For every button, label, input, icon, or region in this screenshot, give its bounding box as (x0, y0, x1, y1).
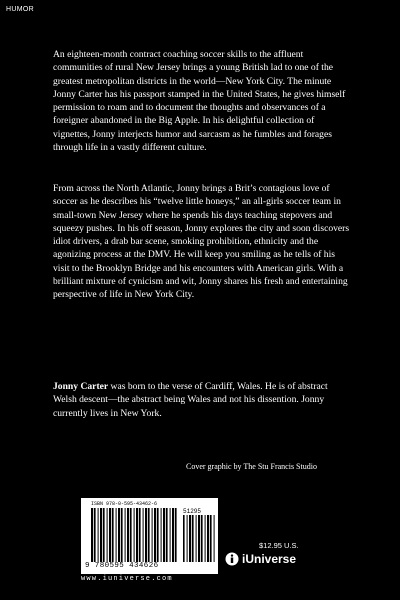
barcode-bar (189, 515, 191, 562)
isbn-label: ISBN 978-0-595-43462-6 (91, 501, 158, 507)
barcode-bar (112, 508, 114, 562)
barcode-bar (118, 508, 120, 562)
barcode-bar (107, 508, 108, 562)
barcode-bar (170, 508, 171, 562)
barcode-bar (98, 508, 99, 562)
barcode-bar (214, 515, 215, 562)
barcode-bar (207, 515, 209, 562)
barcode-bar (148, 508, 150, 562)
barcode-bar (205, 515, 206, 562)
barcode-bar (103, 508, 105, 562)
barcode-bar (152, 508, 153, 562)
barcode-bar (192, 515, 194, 562)
description-paragraph-1: An eighteen-month contract coaching soccer skills to the affluent communities of rural New Jersey brings a young British lad to one of the greatest metropolitan districts in the world—New York City. The minute Jonny Carter has his passport stamped in the United States, he gives himself permission to roam and to document the thoughts and observances of a foreigner abandoned in the Big Apple. In his delightful collection of vignettes, Jonny interjects humor and sarcasm as he fumbles and forages through life in a vastly different culture. (53, 49, 346, 154)
barcode-bar (145, 508, 147, 562)
description-paragraph-2: From across the North Atlantic, Jonny brings a Brit’s contagious love of soccer as he describes his “twelve little honeys,” an all-girls soccer team in small-town New Jersey where he spends his days teaching stepovers and squeezy pushes. In his off season, Jonny explores the city and soon discovers idiot drivers, a drab bar scene, smoking prohibition, ethnicity and the agonizing process at the DMV. He will keep you smiling as he tells of his visit to the Brooklyn Bridge and his encounters with American girls. With a brilliant mixture of cynicism and wit, Jonny shares his fresh and entertaining perspective of life in New York City. (53, 183, 350, 301)
price-barcode-bars (183, 515, 215, 562)
barcode-bar (139, 508, 141, 562)
barcode-bar (143, 508, 144, 562)
barcode-bar (157, 508, 159, 562)
price-label: $12.95 U.S. (259, 541, 299, 550)
iuniverse-logo-icon (225, 552, 239, 566)
publisher-url: www.iuniverse.com (81, 575, 173, 583)
barcode-bar (100, 508, 102, 562)
price-code: 51295 (183, 508, 202, 515)
publisher-name: iUniverse (242, 552, 297, 566)
publisher-logo (225, 552, 296, 566)
barcode (81, 498, 218, 574)
barcode-bar (116, 508, 117, 562)
author-bio (53, 380, 353, 420)
barcode-bar (196, 515, 197, 562)
barcode-bar (134, 508, 135, 562)
barcode-bar (183, 515, 185, 562)
barcode-bar (109, 508, 111, 562)
barcode-bar (163, 508, 165, 562)
barcode-bar (166, 508, 168, 562)
barcode-bar (154, 508, 156, 562)
barcode-bar (210, 515, 212, 562)
barcode-bar (94, 508, 96, 562)
barcode-bar (198, 515, 200, 562)
barcode-bar (127, 508, 129, 562)
barcode-bar (91, 508, 93, 562)
genre-label: HUMOR (6, 6, 34, 13)
author-name: Jonny Carter (53, 381, 109, 392)
barcode-bars (91, 508, 179, 562)
cover-credit: Cover graphic by The Stu Francis Studio (186, 462, 317, 471)
barcode-bar (136, 508, 138, 562)
barcode-bar (130, 508, 132, 562)
barcode-bar (201, 515, 203, 562)
barcode-bar (172, 508, 174, 562)
barcode-bar (187, 515, 188, 562)
barcode-bar (175, 508, 177, 562)
barcode-bar (121, 508, 123, 562)
barcode-bar (161, 508, 162, 562)
author-bio-text: was born to the verse of Cardiff, Wales. He is of abstract Welsh descent—the abstract being Wales and not his dissention. Jonny currently lives in New York. (53, 381, 328, 419)
barcode-digits: 9 780595 434626 (85, 562, 159, 570)
barcode-bar (125, 508, 126, 562)
